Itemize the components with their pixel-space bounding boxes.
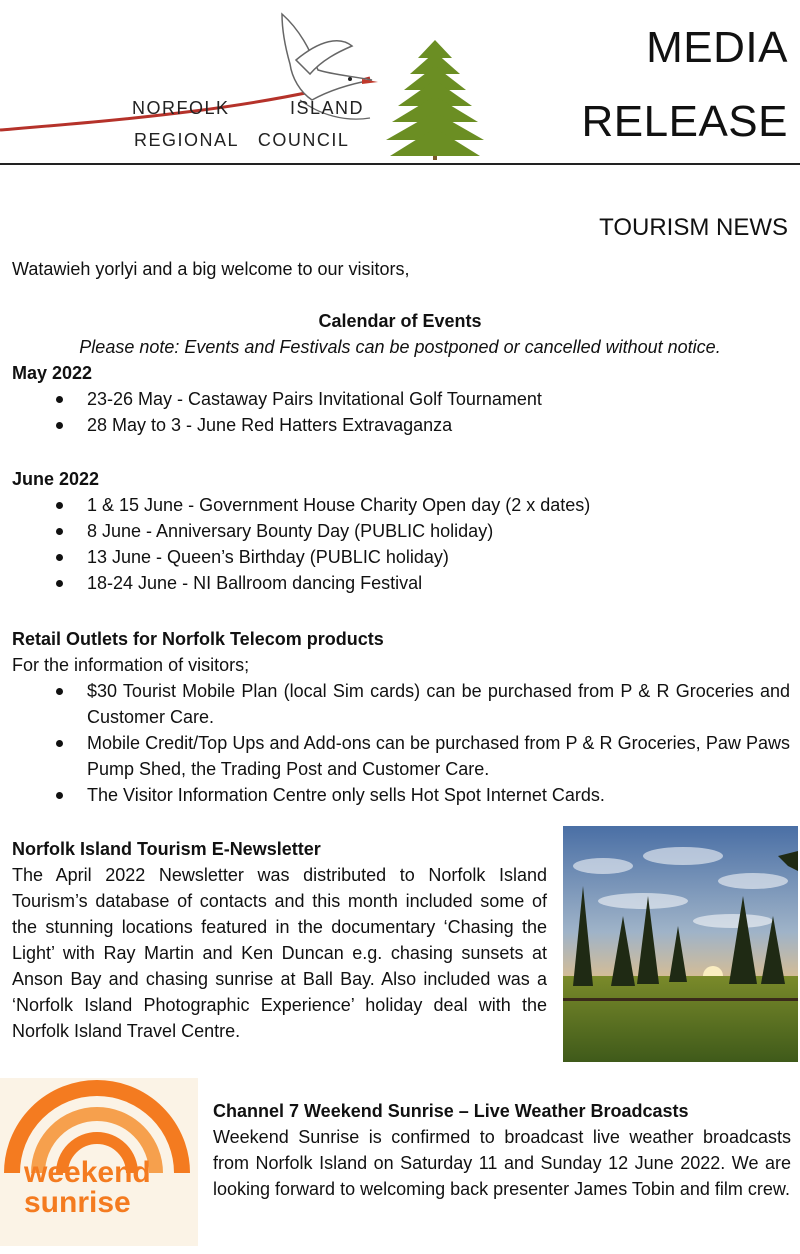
intro-text: Watawieh yorlyi and a big welcome to our visitors, xyxy=(12,259,410,279)
weekend-sunrise-logo xyxy=(0,1078,198,1246)
list-item: 23-26 May - Castaway Pairs Invitational Golf Tournament xyxy=(12,386,792,412)
media-title-line2: RELEASE xyxy=(581,97,788,146)
list-item: 28 May to 3 - June Red Hatters Extravaganza xyxy=(12,412,792,438)
org-name-island: ISLAND xyxy=(290,98,365,118)
sunrise-heading: Channel 7 Weekend Sunrise – Live Weather Broadcasts xyxy=(213,1101,689,1121)
list-item: 1 & 15 June - Government House Charity Open day (2 x dates) xyxy=(12,492,792,518)
month-heading: May 2022 xyxy=(12,363,93,383)
list-item: 8 June - Anniversary Bounty Day (PUBLIC holiday) xyxy=(12,518,792,544)
sunrise-body: Weekend Sunrise is confirmed to broadcast live weather broadcasts from Norfolk Island on Saturday 11 and Sunday 12 June 2022. We are looking forward to welcoming back presenter James Tobin and film crew. xyxy=(213,1127,791,1199)
newsletter-heading: Norfolk Island Tourism E-Newsletter xyxy=(12,839,321,859)
section-title: TOURISM NEWS xyxy=(599,214,788,241)
sunset-photo xyxy=(563,826,798,1062)
logo-weekend-text: weekend xyxy=(24,1156,151,1189)
retail-heading: Retail Outlets for Norfolk Telecom products xyxy=(12,629,384,649)
council-logo xyxy=(0,0,510,164)
month-heading: June 2022 xyxy=(12,469,100,489)
newsletter-body: The April 2022 Newsletter was distributed to Norfolk Island Tourism’s database of contacts and this month included some of the stunning locations featured in the documentary ‘Chasing the Light’ with Ray Martin and Ken Duncan e.g. chasing sunsets at Anson Bay and chasing sunrise at Ball Bay. Also included was a ‘Norfolk Island Photographic Experience’ holiday deal with the Norfolk Island Travel Centre. xyxy=(12,865,547,1041)
calendar-heading: Calendar of Events xyxy=(318,311,482,331)
calendar-note: Please note: Events and Festivals can be postponed or cancelled without notice. xyxy=(79,337,721,357)
list-item: 18-24 June - NI Ballroom dancing Festival xyxy=(12,570,792,596)
list-item: 13 June - Queen’s Birthday (PUBLIC holiday) xyxy=(12,544,792,570)
org-name-norfolk: NORFOLK xyxy=(132,98,230,118)
retail-intro: For the information of visitors; xyxy=(12,655,250,675)
header-divider xyxy=(0,163,800,165)
media-title-line1: MEDIA xyxy=(646,23,788,72)
org-name-council: REGIONAL COUNCIL xyxy=(134,130,350,150)
list-item: Mobile Credit/Top Ups and Add-ons can be purchased from P & R Groceries, Paw Paws Pump Shed, the Trading Post and Customer Care. xyxy=(12,730,790,782)
event-list xyxy=(12,492,792,596)
retail-list xyxy=(12,678,790,808)
list-item: The Visitor Information Centre only sells Hot Spot Internet Cards. xyxy=(12,782,790,808)
event-list xyxy=(12,386,792,438)
list-item: $30 Tourist Mobile Plan (local Sim cards) can be purchased from P & R Groceries and Customer Care. xyxy=(12,678,790,730)
logo-sunrise-text: sunrise xyxy=(24,1186,131,1219)
